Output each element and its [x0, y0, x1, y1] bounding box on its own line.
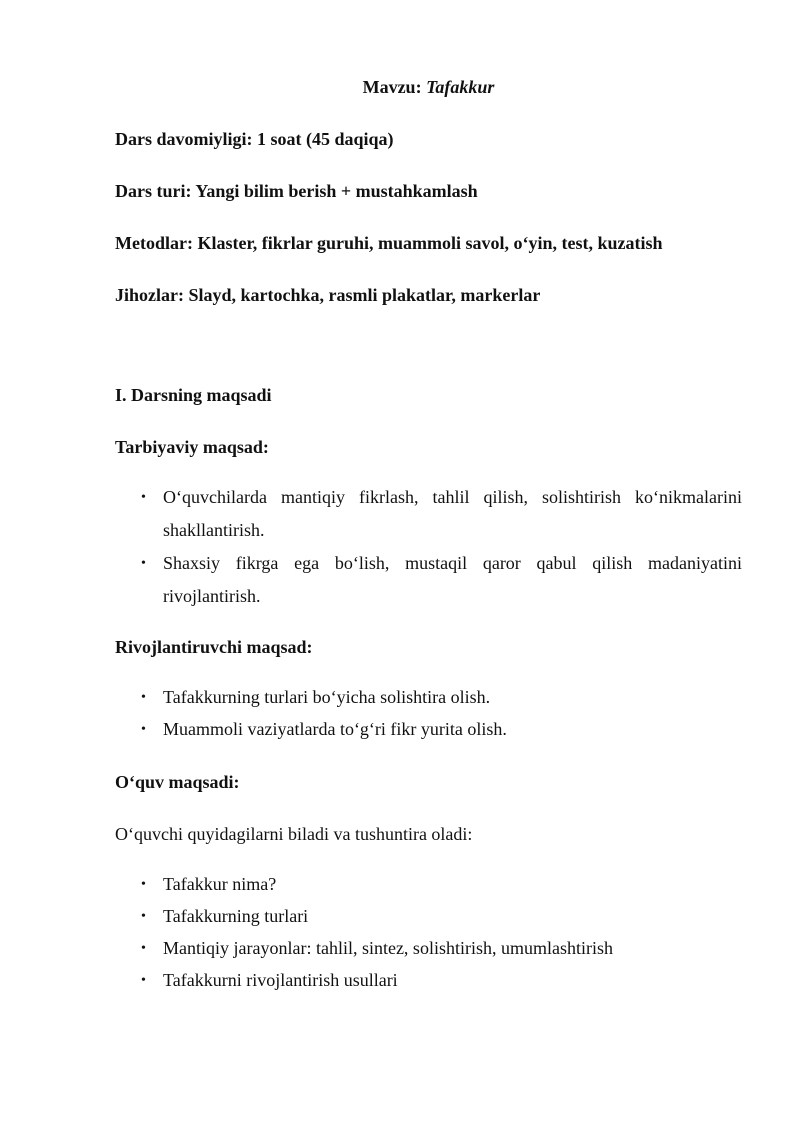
bullet-icon: • [141, 941, 146, 956]
list-item: Mantiqiy jarayonlar: tahlil, sintez, solishtirish, umumlashtirish [163, 938, 613, 958]
bullet-icon: • [141, 722, 146, 737]
subheading-oquv: O‘quv maqsadi: [115, 772, 240, 792]
list-item: Muammoli vaziyatlarda to‘g‘ri fikr yurita olish. [163, 719, 507, 739]
oquv-intro: O‘quvchi quyidagilarni biladi va tushuntira oladi: [115, 824, 473, 844]
bullet-icon: • [141, 909, 146, 924]
bullet-icon: • [141, 690, 146, 705]
list-item: O‘quvchilarda mantiqiy fikrlash, tahlil qilish, solishtirish ko‘nikmalarini shakllantirish. [163, 487, 742, 540]
title-prefix: Mavzu: [362, 77, 427, 97]
bullet-icon: • [141, 877, 146, 892]
lesson-duration: Dars davomiyligi: 1 soat (45 daqiqa) [115, 129, 394, 149]
list-item: Tafakkur nima? [163, 874, 277, 894]
bullet-icon: • [141, 973, 146, 988]
bullet-icon: • [141, 490, 146, 505]
list-item: Tafakkurning turlari bo‘yicha solishtira olish. [163, 687, 491, 707]
list-item: Tafakkurni rivojlantirish usullari [163, 970, 398, 990]
list-item: Tafakkurning turlari [163, 906, 309, 926]
lesson-methods: Metodlar: Klaster, fikrlar guruhi, muammoli savol, o‘yin, test, kuzatish [115, 233, 663, 253]
list-item: Shaxsiy fikrga ega bo‘lish, mustaqil qaror qabul qilish madaniyatini rivojlantirish. [163, 553, 742, 606]
lesson-title [0, 76, 800, 98]
bullet-icon: • [141, 556, 146, 571]
title-topic: Tafakkur [426, 77, 495, 97]
lesson-type: Dars turi: Yangi bilim berish + mustahkamlash [115, 181, 478, 201]
subheading-rivojlantiruvchi: Rivojlantiruvchi maqsad: [115, 637, 313, 657]
section-heading-goals: I. Darsning maqsadi [115, 385, 272, 405]
subheading-tarbiyaviy: Tarbiyaviy maqsad: [115, 437, 269, 457]
lesson-equipment: Jihozlar: Slayd, kartochka, rasmli plakatlar, markerlar [115, 285, 541, 305]
